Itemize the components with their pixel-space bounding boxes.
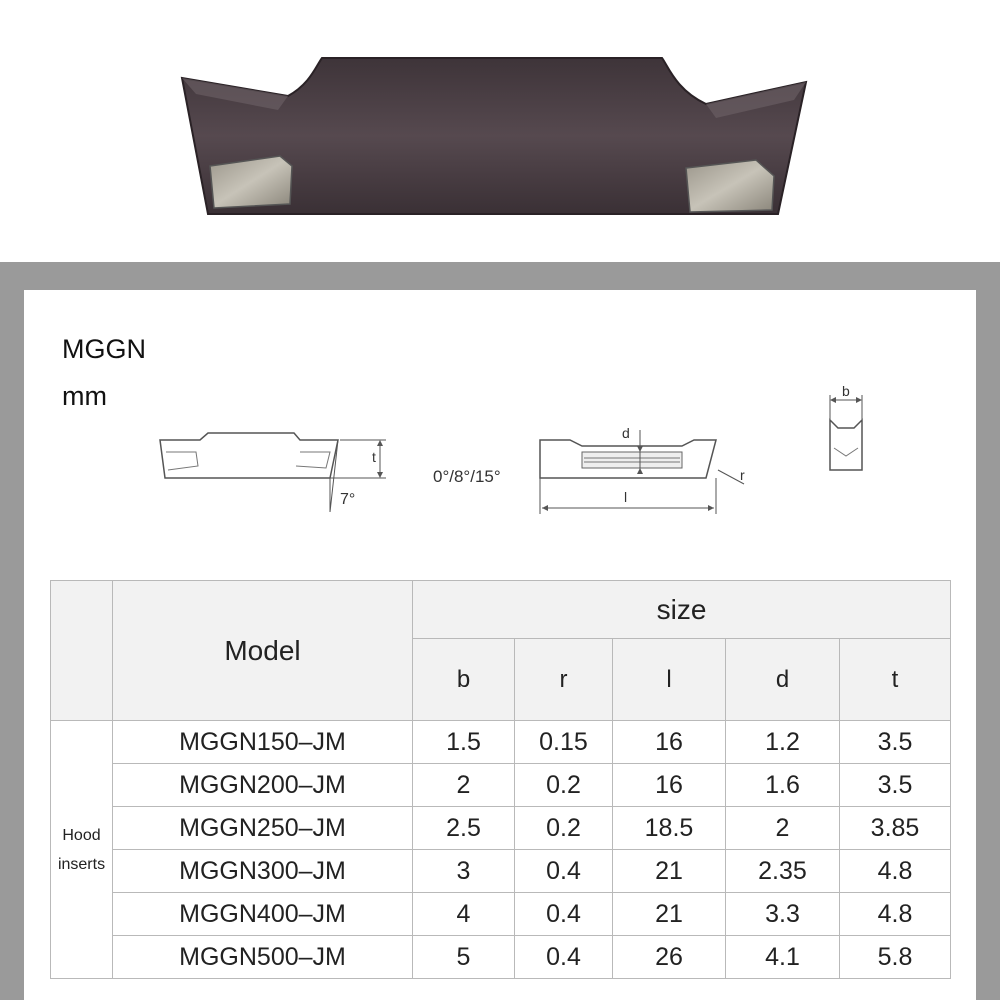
value-cell-t: 3.5 [840,721,951,764]
side-view-drawing [150,430,400,520]
value-cell-r: 0.15 [515,721,613,764]
value-cell-r: 0.2 [515,764,613,807]
table-row [51,893,951,936]
column-header-d: d [726,639,840,721]
value-cell-r: 0.4 [515,936,613,979]
value-cell-d: 1.6 [726,764,840,807]
value-cell-d: 1.2 [726,721,840,764]
table-row [51,807,951,850]
category-cell: Hood inserts [51,721,113,979]
spec-table [50,580,951,979]
model-cell: MGGN500–JM [113,936,413,979]
table-row [51,936,951,979]
value-cell-t: 4.8 [840,850,951,893]
relief-angle-label: 0°/8°/15° [433,467,501,486]
value-cell-b: 5 [413,936,515,979]
value-cell-l: 16 [613,721,726,764]
top-view-drawing [425,420,765,520]
value-cell-b: 2.5 [413,807,515,850]
cutting-tip-left [210,156,292,208]
value-cell-r: 0.2 [515,807,613,850]
dim-b-label: b [842,383,850,399]
value-cell-t: 3.5 [840,764,951,807]
value-cell-t: 4.8 [840,893,951,936]
model-cell: MGGN200–JM [113,764,413,807]
product-photo-area [0,0,1000,262]
value-cell-l: 21 [613,893,726,936]
cutting-tip-right [686,160,774,212]
value-cell-d: 3.3 [726,893,840,936]
value-cell-b: 1.5 [413,721,515,764]
value-cell-t: 3.85 [840,807,951,850]
corner-cell [51,581,113,721]
front-view-drawing [820,380,880,480]
unit-label: mm [62,381,107,411]
insert-photo [0,0,1000,262]
angle-label: 7° [340,491,356,508]
value-cell-l: 18.5 [613,807,726,850]
value-cell-r: 0.4 [515,850,613,893]
table-row [51,764,951,807]
size-header: size [413,581,951,639]
model-header: Model [113,581,413,721]
value-cell-d: 4.1 [726,936,840,979]
column-header-b: b [413,639,515,721]
column-header-t: t [840,639,951,721]
value-cell-b: 4 [413,893,515,936]
dim-d-label: d [622,425,630,441]
table-row [51,850,951,893]
table-row [51,721,951,764]
value-cell-d: 2 [726,807,840,850]
value-cell-t: 5.8 [840,936,951,979]
value-cell-l: 16 [613,764,726,807]
dim-r-label: r [740,467,745,483]
series-title: MGGN [62,334,146,364]
value-cell-d: 2.35 [726,850,840,893]
value-cell-r: 0.4 [515,893,613,936]
model-cell: MGGN400–JM [113,893,413,936]
value-cell-l: 21 [613,850,726,893]
dim-t-label: t [372,449,376,465]
model-cell: MGGN150–JM [113,721,413,764]
column-header-r: r [515,639,613,721]
value-cell-b: 3 [413,850,515,893]
model-cell: MGGN300–JM [113,850,413,893]
dim-l-label: l [624,489,628,505]
column-header-l: l [613,639,726,721]
model-cell: MGGN250–JM [113,807,413,850]
value-cell-b: 2 [413,764,515,807]
value-cell-l: 26 [613,936,726,979]
